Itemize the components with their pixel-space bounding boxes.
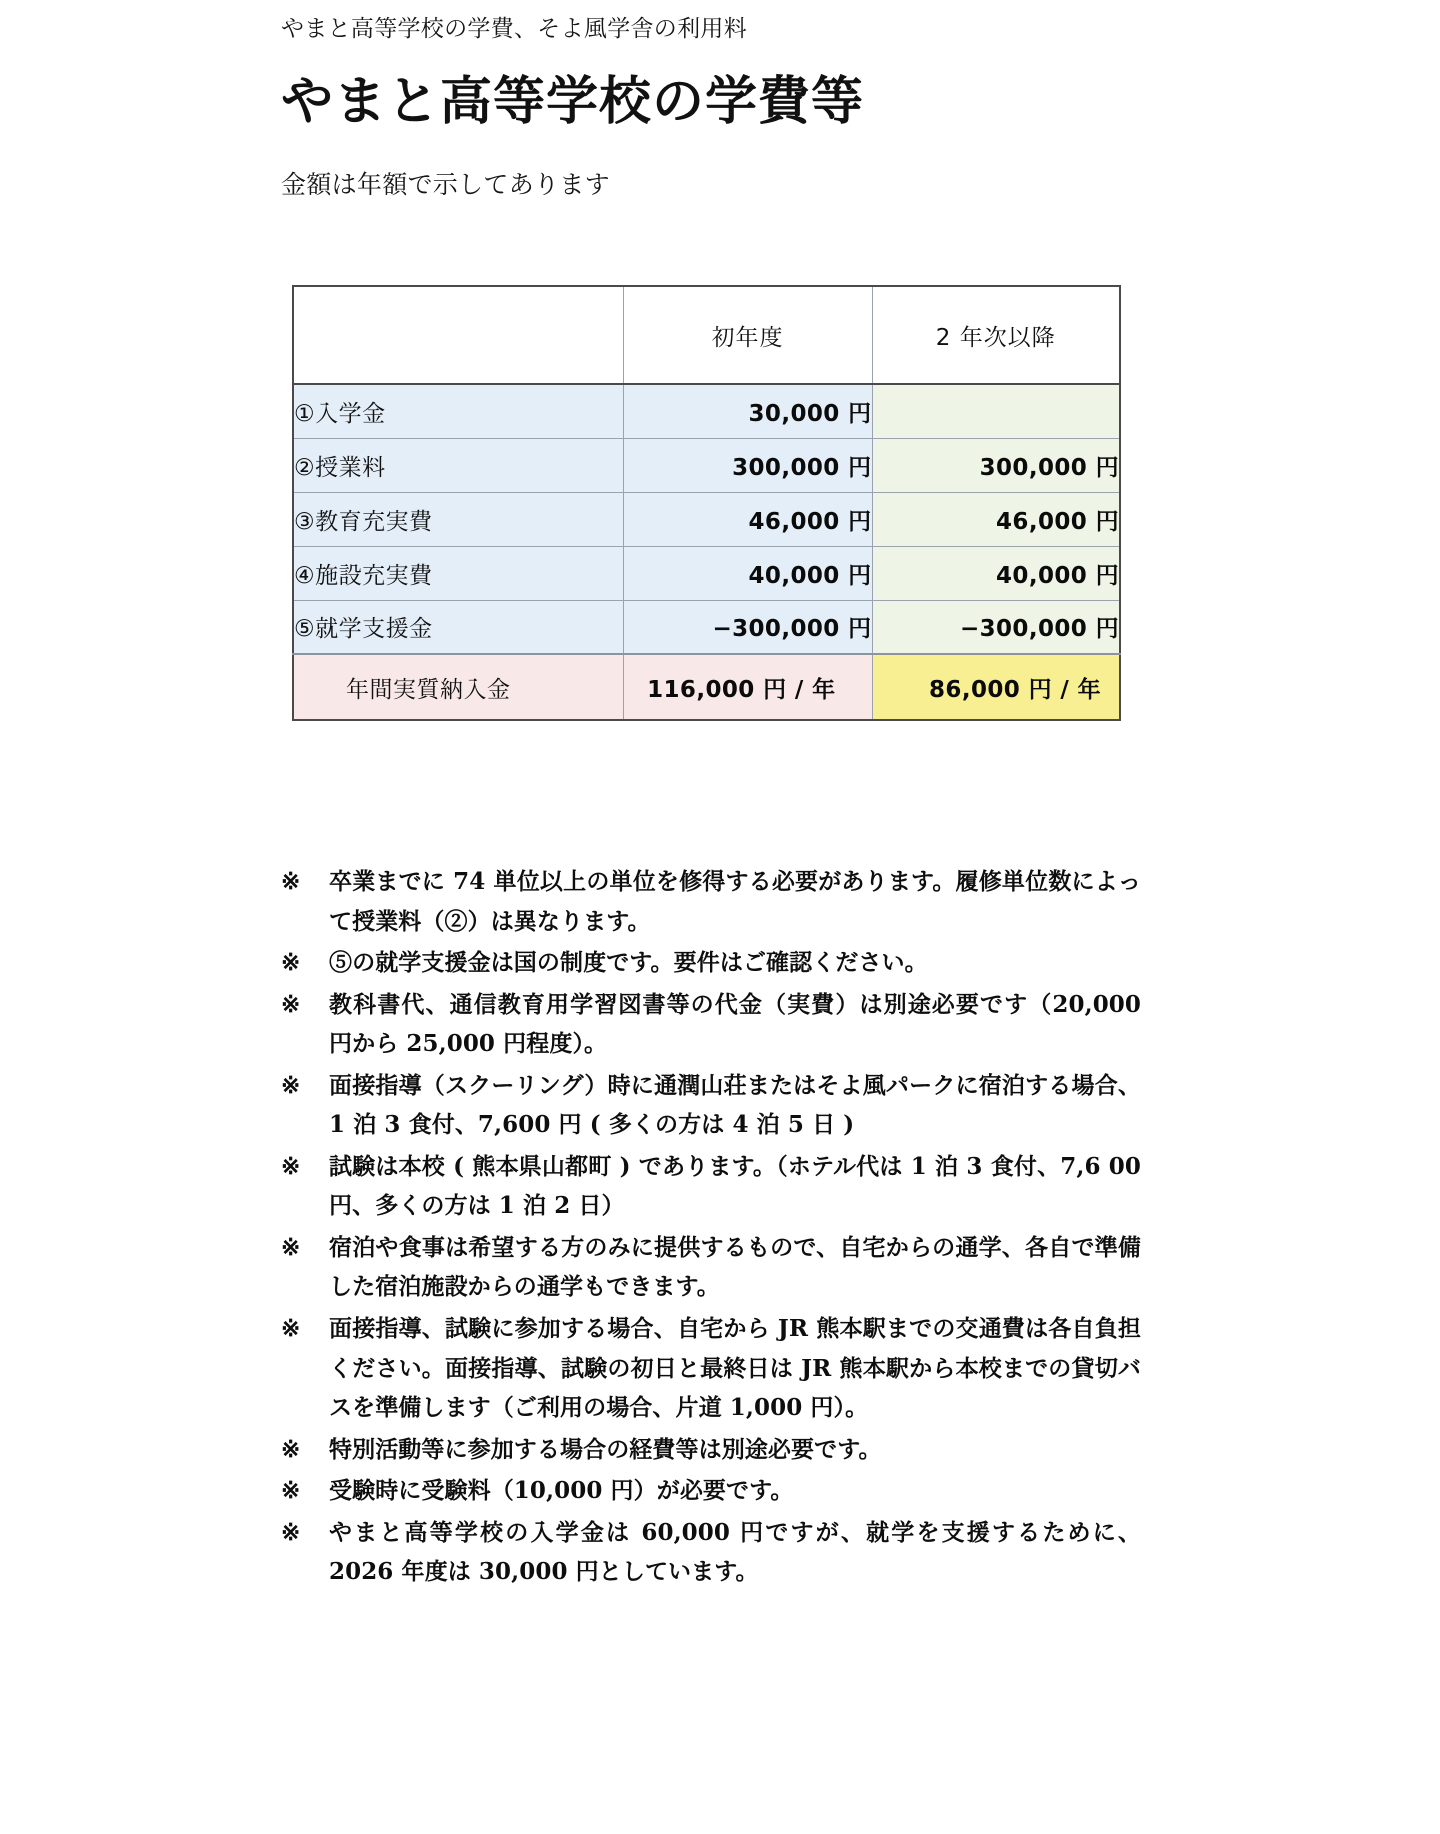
page-title: やまと高等学校の学費等 bbox=[281, 72, 865, 133]
cell-facility-enhancement-first-year: 40,000 円 bbox=[623, 546, 872, 600]
column-header-first-year: 初年度 bbox=[623, 286, 872, 384]
note-mark-icon: ※ bbox=[281, 868, 301, 895]
cell-admission-fee-first-year: 30,000 円 bbox=[623, 384, 872, 438]
note-text: 面接指導（スクーリング）時に通潤山荘またはそよ風パークに宿泊する場合、1 泊 3 食付、7,600 円 ( 多くの方は 4 泊 5 日 ) bbox=[329, 1071, 1141, 1139]
notes-list bbox=[281, 862, 1141, 1594]
note-mark-icon: ※ bbox=[281, 1233, 301, 1261]
note-mark-icon: ※ bbox=[281, 1435, 301, 1463]
cell-support-subsidy-later-years: −300,000 円 bbox=[872, 600, 1120, 654]
column-header-item bbox=[293, 286, 623, 384]
list-item bbox=[281, 1066, 1141, 1145]
note-mark-icon: ※ bbox=[281, 1477, 301, 1505]
row-label-annual-net-payment: 年間実質納入金 bbox=[293, 654, 623, 720]
note-mark-icon: ※ bbox=[281, 1071, 301, 1099]
list-item bbox=[281, 1513, 1141, 1592]
note-mark-icon: ※ bbox=[281, 1315, 301, 1343]
cell-annual-net-payment-first-year: 116,000 円 / 年 bbox=[623, 654, 872, 720]
note-text: 宿泊や食事は希望する方のみに提供するもので、自宅からの通学、各自で準備した宿泊施設からの通学もできます。 bbox=[329, 1233, 1141, 1301]
list-item bbox=[281, 1471, 1141, 1511]
document-subtitle: 金額は年額で示してあります bbox=[281, 170, 610, 200]
row-label-support-subsidy: ⑤就学支援金 bbox=[293, 600, 623, 654]
list-item bbox=[281, 862, 1141, 941]
list-item bbox=[281, 1309, 1141, 1428]
cell-education-enhancement-later-years: 46,000 円 bbox=[872, 492, 1120, 546]
note-mark-icon: ※ bbox=[281, 949, 301, 977]
list-item bbox=[281, 985, 1141, 1064]
list-item bbox=[281, 1430, 1141, 1470]
fee-table bbox=[292, 285, 1121, 721]
cell-tuition-later-years: 300,000 円 bbox=[872, 438, 1120, 492]
table-row bbox=[293, 384, 1120, 438]
fee-table-container bbox=[292, 285, 1119, 721]
note-text: 卒業までに 74 単位以上の単位を修得する必要があります。履修単位数によって授業料（②）は異なります。 bbox=[329, 868, 1141, 935]
table-row bbox=[293, 492, 1120, 546]
cell-admission-fee-later-years bbox=[872, 384, 1120, 438]
fee-table-body bbox=[293, 384, 1120, 720]
row-label-education-enhancement-fee: ③教育充実費 bbox=[293, 492, 623, 546]
list-item bbox=[281, 1228, 1141, 1307]
table-total-row bbox=[293, 654, 1120, 720]
row-label-admission-fee: ①入学金 bbox=[293, 384, 623, 438]
note-text: やまと高等学校の入学金は 60,000 円ですが、就学を支援するために、2026 年度は 30,000 円としています。 bbox=[329, 1518, 1141, 1586]
note-text: 特別活動等に参加する場合の経費等は別途必要です。 bbox=[329, 1435, 882, 1463]
cell-tuition-first-year: 300,000 円 bbox=[623, 438, 872, 492]
cell-support-subsidy-first-year: −300,000 円 bbox=[623, 600, 872, 654]
table-row bbox=[293, 546, 1120, 600]
list-item bbox=[281, 1147, 1141, 1226]
cell-facility-enhancement-later-years: 40,000 円 bbox=[872, 546, 1120, 600]
cell-annual-net-payment-later-years: 86,000 円 / 年 bbox=[872, 654, 1120, 720]
note-text: ⑤の就学支援金は国の制度です。要件はご確認ください。 bbox=[329, 949, 928, 977]
note-mark-icon: ※ bbox=[281, 990, 301, 1018]
document-kicker: やまと高等学校の学費、そよ風学舎の利用料 bbox=[281, 16, 747, 42]
note-text: 面接指導、試験に参加する場合、自宅から JR 熊本駅までの交通費は各自負担ください。面接指導、試験の初日と最終日は JR 熊本駅から本校までの貸切バスを準備します（ご利用の場合、片道 1,000 円）。 bbox=[329, 1315, 1141, 1422]
column-header-later-years: 2 年次以降 bbox=[872, 286, 1120, 384]
note-mark-icon: ※ bbox=[281, 1152, 301, 1180]
cell-education-enhancement-first-year: 46,000 円 bbox=[623, 492, 872, 546]
row-label-facility-enhancement-fee: ④施設充実費 bbox=[293, 546, 623, 600]
list-item bbox=[281, 943, 1141, 983]
table-header-row bbox=[293, 286, 1120, 384]
table-row bbox=[293, 438, 1120, 492]
note-text: 試験は本校 ( 熊本県山都町 ) であります。（ホテル代は 1 泊 3 食付、7,6 00 円、多くの方は 1 泊 2 日） bbox=[329, 1152, 1141, 1220]
note-mark-icon: ※ bbox=[281, 1518, 301, 1546]
fee-table-header bbox=[293, 286, 1120, 384]
note-text: 教科書代、通信教育用学習図書等の代金（実費）は別途必要です（20,000 円から 25,000 円程度）。 bbox=[329, 990, 1141, 1058]
note-text: 受験時に受験料（10,000 円）が必要です。 bbox=[329, 1477, 794, 1505]
document-header bbox=[281, 14, 1181, 202]
table-row bbox=[293, 600, 1120, 654]
row-label-tuition: ②授業料 bbox=[293, 438, 623, 492]
